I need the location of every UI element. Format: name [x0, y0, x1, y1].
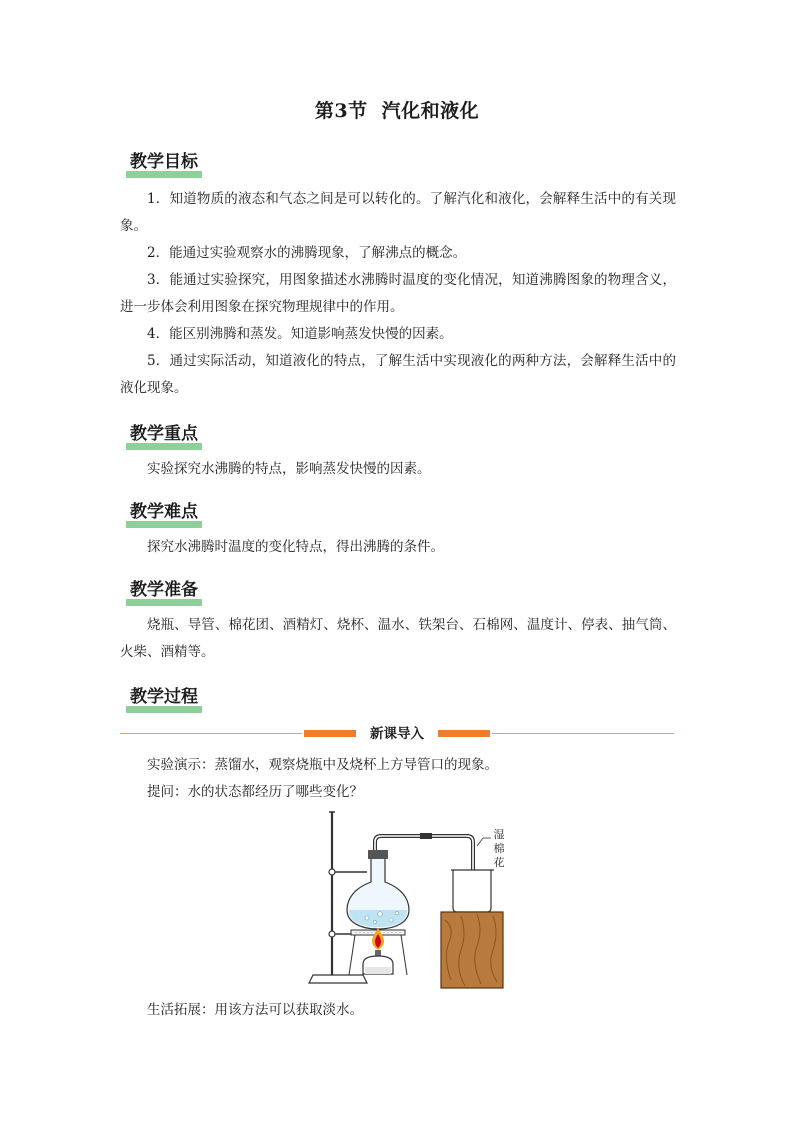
section-topic: 汽化和液化 [381, 100, 480, 122]
difficulties-heading: 教学难点 [126, 500, 202, 528]
objective-item-4: 4．能区别沸腾和蒸发。知道影响蒸发快慢的因素。 [147, 326, 453, 342]
wet-cotton-label: 湿棉花 [493, 828, 505, 869]
intro-section-divider [120, 723, 674, 745]
extension-text: 生活拓展：用该方法可以获取淡水。 [147, 1002, 363, 1018]
demo-text: 实验演示：蒸馏水，观察烧瓶中及烧杯上方导管口的现象。 [147, 757, 498, 773]
divider-accent-right [438, 730, 490, 737]
preparation-text: 烧瓶、导管、棉花团、酒精灯、烧杯、温水、铁架台、石棉网、温度计、停表、抽气筒、火柴、酒精等。 [120, 617, 676, 660]
question-text: 提问：水的状态都经历了哪些变化？ [147, 784, 363, 800]
key-points-heading: 教学重点 [126, 422, 202, 450]
objective-item-2: 2．能通过实验观察水的沸腾现象，了解沸点的概念。 [147, 245, 467, 261]
objectives-heading: 教学目标 [126, 150, 202, 178]
intro-label: 新课导入 [370, 726, 424, 742]
key-points-text: 实验探究水沸腾的特点，影响蒸发快慢的因素。 [147, 461, 431, 477]
page-title [0, 96, 794, 123]
objective-item-5: 5．通过实际活动，知道液化的特点，了解生活中实现液化的两种方法，会解释生活中的液化现象。 [120, 353, 676, 396]
flask [347, 850, 409, 929]
process-heading: 教学过程 [126, 685, 202, 713]
distillation-apparatus-figure [305, 810, 510, 990]
difficulties-text: 探究水沸腾时温度的变化特点，得出沸腾的条件。 [147, 539, 444, 555]
preparation-heading: 教学准备 [126, 578, 202, 606]
wooden-block [441, 912, 503, 988]
objective-item-1: 1．知道物质的液态和气态之间是可以转化的。了解汽化和液化，会解释生活中的有关现象。 [120, 191, 676, 234]
section-number: 第3节 [314, 100, 368, 122]
beaker [451, 870, 494, 912]
objective-item-3: 3．能通过实验探究，用图象描述水沸腾时温度的变化情况，知道沸腾图象的物理含义，进一步体会利用图象在探究物理规律中的作用。 [120, 272, 676, 315]
divider-line-right [492, 733, 674, 734]
